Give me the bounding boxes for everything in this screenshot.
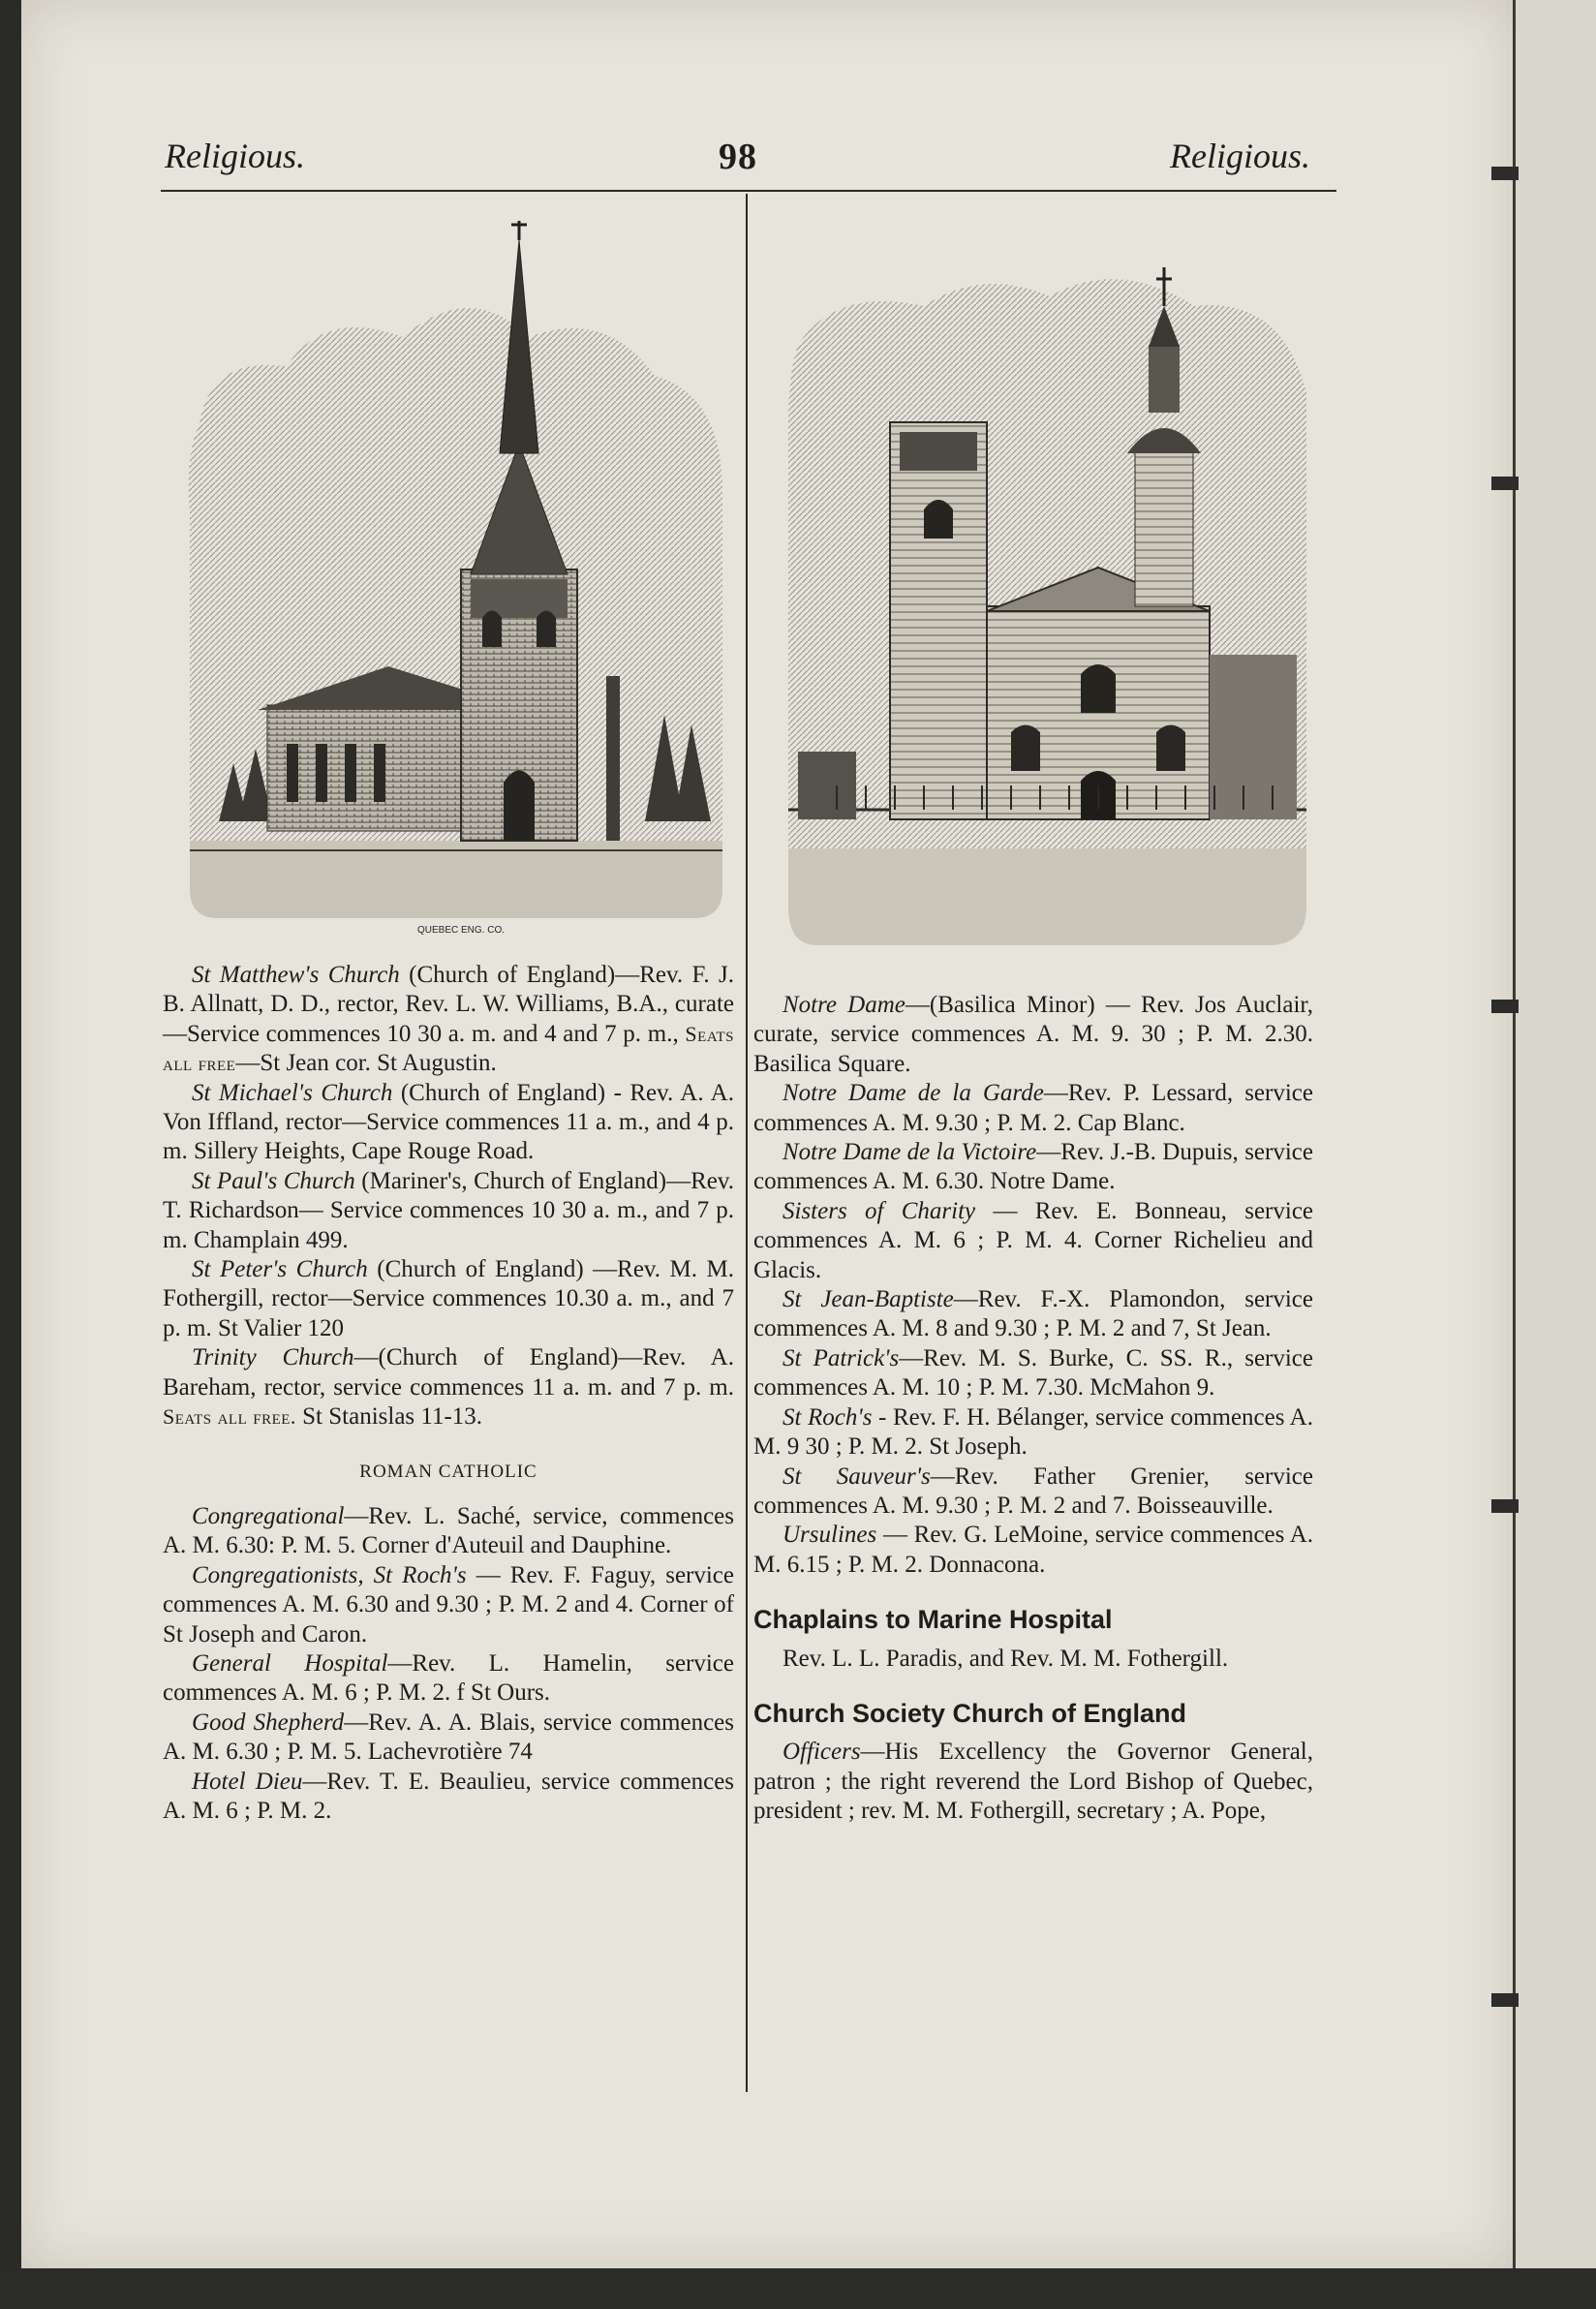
- heading-church-society: Church Society Church of England: [753, 1698, 1187, 1728]
- next-page-edge: [1513, 0, 1596, 2268]
- entry-congregational: Congregational—Rev. L. Saché, service, commences A. M. 6.30: P. M. 5. Corner d'Auteuil and Dauphine.: [163, 1502, 734, 1559]
- right-column: [753, 991, 1313, 1827]
- entry-st-rochs: St Roch's - Rev. F. H. Bélanger, service commences A. M. 9 30 ; P. M. 2. St Joseph.: [753, 1403, 1313, 1461]
- entry-name: Hotel Dieu: [192, 1768, 303, 1795]
- entry-name: Notre Dame de la Garde: [783, 1080, 1044, 1107]
- entry-st-patricks: St Patrick's—Rev. M. S. Burke, C. SS. R., service commences A. M. 10 ; P. M. 7.30. McMahon 9.: [753, 1344, 1314, 1401]
- notre-dame-engraving: [779, 229, 1321, 959]
- entry-st-peters: St Peter's Church (Church of England) —Rev. M. M. Fothergill, rector—Service commences 10.30 a. m., and 7 p. m. St Valier 120: [163, 1256, 735, 1341]
- entry-st-michaels: St Michael's Church (Church of England) - Rev. A. A. Von Iffland, rector—Service commences 11 a. m., and 4 p. m. Sillery Heights, Cape Rouge Road.: [163, 1079, 734, 1165]
- column-rule: [746, 194, 748, 2092]
- entry-st-matthews: St Matthew's Church (Church of England)—Rev. F. J. B. Allnatt, D. D., rector, Rev. L. W. Williams, B.A., curate—Service commences 10 30 a. m. and 4 and 7 p. m., Seats all free—St Jean cor. St Augustin.: [163, 962, 734, 1077]
- running-head-left: Religious.: [165, 137, 305, 175]
- entry-name: Ursulines: [783, 1522, 877, 1549]
- entry-general-hospital: General Hospital—Rev. L. Hamelin, service commences A. M. 6 ; P. M. 2. f St Ours.: [163, 1649, 735, 1707]
- entry-name: Congregationists, St Roch's: [192, 1561, 467, 1588]
- heading-chaplains: Chaplains to Marine Hospital: [753, 1605, 1113, 1635]
- entry-name: St Michael's Church: [192, 1079, 393, 1106]
- header-rule: [161, 190, 1336, 192]
- entry-sisters-of-charity: Sisters of Charity — Rev. E. Bonneau, service commences A. M. 6 ; P. M. 4. Corner Richelieu and Glacis.: [753, 1197, 1314, 1283]
- entry-name: General Hospital: [192, 1649, 388, 1677]
- entry-name: Notre Dame: [783, 992, 905, 1018]
- engraver-credit: QUEBEC ENG. CO.: [416, 925, 506, 936]
- church-society-officers: Officers—His Excellency the Governor General, patron ; the right reverend the Lord Bishop of Quebec, president ; rev. M. M. Fothergill, secretary ; A. Pope,: [753, 1739, 1313, 1825]
- binding-mark: [1491, 1499, 1519, 1513]
- page-number: 98: [719, 137, 757, 177]
- left-column: [163, 961, 734, 1826]
- entry-ursulines: Ursulines — Rev. G. LeMoine, service commences A. M. 6.15 ; P. M. 2. Donnacona.: [753, 1522, 1313, 1578]
- entry-good-shepherd: Good Shepherd—Rev. A. A. Blais, service commences A. M. 6.30 ; P. M. 5. Lachevrotière 74: [163, 1709, 734, 1766]
- entry-notre-dame-de-la-victoire: Notre Dame de la Victoire—Rev. J.-B. Dupuis, service commences A. M. 6.30. Notre Dame.: [753, 1139, 1313, 1195]
- entry-st-jean-baptiste: St Jean-Baptiste—Rev. F.-X. Plamondon, service commences A. M. 8 and 9.30 ; P. M. 2 and 7, St Jean.: [753, 1286, 1314, 1342]
- entry-congregationists-st-rochs: Congregationists, St Roch's — Rev. F. Faguy, service commences A. M. 6.30 and 9.30 ; P. M. 2 and 4. Corner of St Joseph and Caron.: [163, 1561, 735, 1647]
- entry-st-sauveurs: St Sauveur's—Rev. Father Grenier, service commences A. M. 9.30 ; P. M. 2 and 7. Boisseauville.: [753, 1462, 1313, 1519]
- entry-st-pauls: St Paul's Church (Mariner's, Church of England)—Rev. T. Richardson— Service commences 10 30 a. m., and 7 p. m. Champlain 499.: [163, 1167, 734, 1253]
- binding-mark: [1491, 1000, 1519, 1013]
- binding-mark: [1491, 1993, 1519, 2007]
- entry-name: Notre Dame de la Victoire: [783, 1139, 1037, 1166]
- entry-name: Officers: [783, 1739, 861, 1766]
- entry-name: St Patrick's: [783, 1344, 900, 1371]
- entry-name: St Jean-Baptiste: [783, 1286, 954, 1313]
- entry-name: Good Shepherd: [192, 1709, 345, 1736]
- entry-notre-dame-de-la-garde: Notre Dame de la Garde—Rev. P. Lessard, service commences A. M. 9.30 ; P. M. 2. Cap Blanc.: [753, 1080, 1313, 1136]
- running-head-right: Religious.: [1170, 137, 1310, 175]
- entry-name: St Peter's Church: [192, 1256, 368, 1283]
- chaplains-text: Rev. L. L. Paradis, and Rev. M. M. Fothergill.: [783, 1645, 1229, 1672]
- entry-name: St Roch's: [783, 1403, 873, 1431]
- st-matthews-church-engraving: [180, 221, 742, 938]
- entry-hotel-dieu: Hotel Dieu—Rev. T. E. Beaulieu, service commences A. M. 6 ; P. M. 2.: [163, 1768, 735, 1824]
- entry-name: St Matthew's Church: [192, 962, 400, 988]
- entry-name: Sisters of Charity: [783, 1197, 976, 1224]
- scan-border: [0, 2268, 1596, 2309]
- binding-mark: [1491, 167, 1519, 180]
- entry-name: Trinity Church: [192, 1344, 354, 1371]
- section-heading-roman-catholic: ROMAN CATHOLIC: [359, 1461, 537, 1482]
- entry-name: St Sauveur's: [783, 1462, 931, 1490]
- entry-name: Congregational: [192, 1502, 345, 1529]
- binding-mark: [1491, 477, 1519, 490]
- entry-notre-dame: Notre Dame—(Basilica Minor) — Rev. Jos Auclair, curate, service commences A. M. 9. 30 ; P. M. 2.30. Basilica Square.: [753, 992, 1313, 1077]
- entry-name: St Paul's Church: [192, 1167, 355, 1194]
- entry-trinity: Trinity Church—(Church of England)—Rev. A. Bareham, rector, service commences 11 a. m. and 7 p. m. Seats all free. St Stanislas 11-13.: [163, 1344, 734, 1431]
